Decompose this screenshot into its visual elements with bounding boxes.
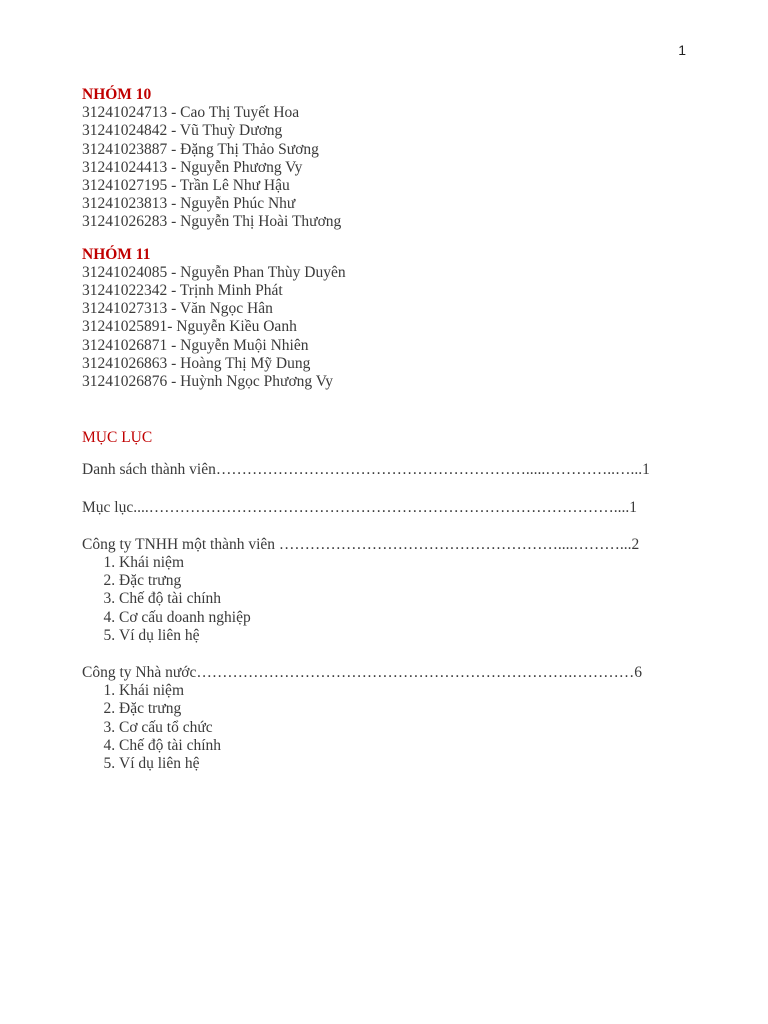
document-body (82, 86, 686, 773)
toc-subitem: 5. Ví dụ liên hệ (119, 755, 686, 773)
toc-subitem: 4. Chế độ tài chính (119, 737, 686, 755)
toc-subitem: 1. Khái niệm (119, 554, 686, 572)
toc-entry[interactable]: Mục lục....………………………………………………………………………………....1 (82, 498, 637, 516)
toc-subitem: 1. Khái niệm (119, 682, 686, 700)
group-11 (82, 246, 686, 392)
toc-sublist (82, 554, 686, 645)
toc (82, 461, 686, 773)
group-10 (82, 86, 686, 232)
member-line: 31241026863 - Hoàng Thị Mỹ Dung (82, 354, 311, 372)
member-line: 31241024085 - Nguyễn Phan Thùy Duyên (82, 263, 346, 281)
member-line: 31241023813 - Nguyễn Phúc Như (82, 195, 296, 213)
member-line: 31241026876 - Huỳnh Ngọc Phương Vy (82, 373, 333, 391)
member-line: 31241024713 - Cao Thị Tuyết Hoa (82, 104, 300, 122)
toc-entry[interactable]: Danh sách thành viên…………………………………………………….....…………..…...1 (82, 461, 650, 479)
group-title: NHÓM 11 (82, 245, 151, 263)
member-line: 31241022342 - Trịnh Minh Phát (82, 282, 283, 300)
group-title: NHÓM 10 (82, 86, 152, 103)
toc-subitem: 3. Chế độ tài chính (119, 590, 686, 608)
member-line: 31241027313 - Văn Ngọc Hân (82, 300, 273, 318)
toc-sublist (82, 682, 686, 773)
member-line: 31241023887 - Đặng Thị Thảo Sương (82, 140, 319, 158)
toc-subitem: 2. Đặc trưng (119, 700, 686, 718)
member-line: 31241024413 - Nguyễn Phương Vy (82, 158, 303, 176)
member-line: 31241026871 - Nguyễn Muội Nhiên (82, 336, 309, 354)
member-line: 31241024842 - Vũ Thuỳ Dương (82, 122, 283, 140)
toc-title: MỤC LỤC (82, 429, 153, 447)
member-line: 31241026283 - Nguyễn Thị Hoài Thương (82, 213, 342, 231)
toc-subitem: 4. Cơ cấu doanh nghiệp (119, 609, 686, 627)
toc-entry[interactable]: Công ty TNHH một thành viên ………………………………………………....………...2 (82, 535, 640, 553)
toc-entry[interactable]: Công ty Nhà nước……………………………………………………………….…………6 (82, 664, 642, 682)
toc-subitem: 2. Đặc trưng (119, 572, 686, 590)
toc-subitem: 3. Cơ cấu tổ chức (119, 719, 686, 737)
toc-subitem: 5. Ví dụ liên hệ (119, 627, 686, 645)
member-line: 31241025891- Nguyễn Kiều Oanh (82, 318, 297, 336)
member-line: 31241027195 - Trần Lê Như Hậu (82, 177, 290, 195)
page-number: 1 (678, 42, 686, 58)
